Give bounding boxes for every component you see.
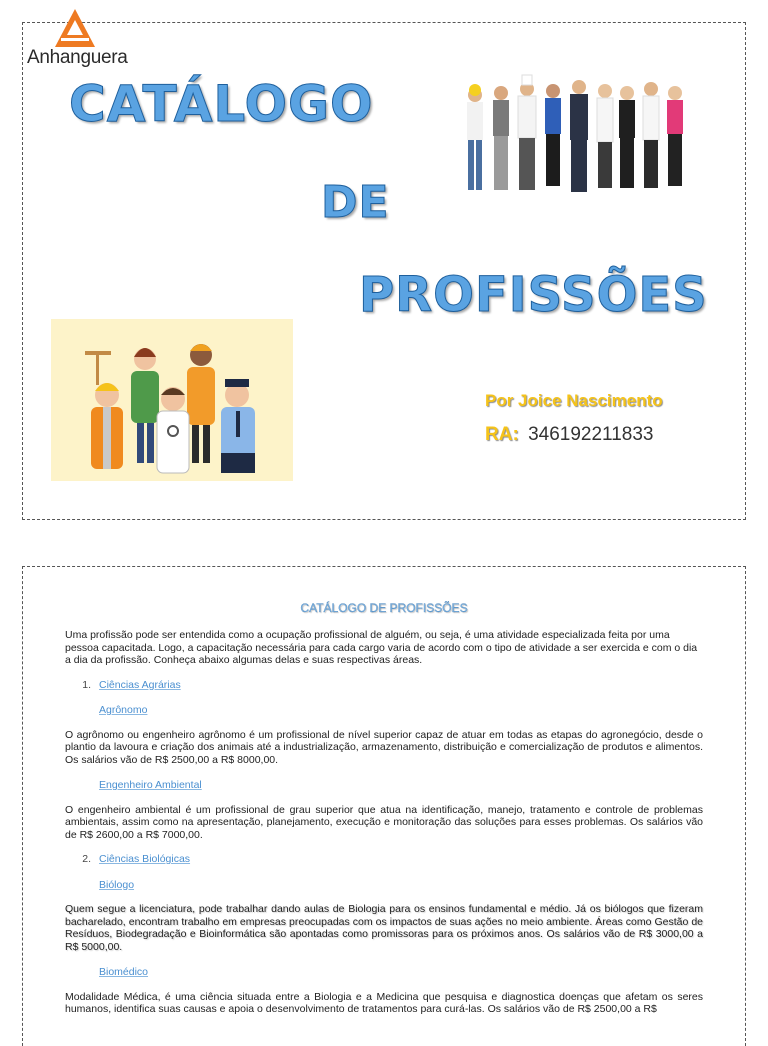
anhanguera-logo bbox=[27, 7, 137, 69]
profession-description: O engenheiro ambiental é um profissional de grau superior que atua na identificação, manejo, tratamento e controle de problemas ambientais, assim como na apresentação, planejamento, execução e monitoração das soluções para esses problemas. Os salários vão de R$ 2600,00 a R$ 7000,00. bbox=[65, 803, 703, 841]
author-name: Por Joice Nascimento bbox=[485, 391, 663, 410]
cover-page bbox=[22, 22, 746, 520]
anhanguera-triangle-icon bbox=[53, 7, 97, 49]
section-heading bbox=[65, 853, 703, 866]
workers-illustration bbox=[51, 319, 293, 481]
section-number: 1. bbox=[82, 678, 91, 691]
profession-description: O agrônomo ou engenheiro agrônomo é um profissional de nível superior capaz de atuar em todas as etapas do agronegócio, desde o plantio da lavoura e criação dos animais até a industrialização, armazenamento, distribuição e comercialização de produtos e alimentos. Os salários vão de R$ 2500,00 a R$ 8000,00. bbox=[65, 728, 703, 766]
intro-paragraph: Uma profissão pode ser entendida como a ocupação profissional de alguém, ou seja, é uma atividade especializada feita por uma pessoa capacitada. Logo, a capacitação necessária para cada cargo varia de acordo com o tipo de atividade a ser exercida e com o dia a dia da profissão. Conheça abaixo algumas delas e suas respectivas áreas. bbox=[65, 629, 698, 666]
cover-title-line2: DE bbox=[321, 177, 390, 228]
profession-heading[interactable]: Engenheiro Ambiental bbox=[99, 779, 202, 791]
section-heading bbox=[65, 679, 703, 692]
document-body bbox=[65, 629, 703, 1016]
ra-label: RA: bbox=[485, 424, 519, 445]
student-ra bbox=[485, 424, 653, 446]
profession-heading[interactable]: Biólogo bbox=[99, 878, 135, 891]
profession-description: Modalidade Médica, é uma ciência situada entre a Biologia e a Medicina que pesquisa e diagnostica doenças que afetam os seres humanos, identifica suas causas e apoia o desenvolvimento de tratamentos para curá-las. Os salários vão de R$ 2500,00 a R$ bbox=[65, 990, 703, 1015]
profession-description: Quem segue a licenciatura, pode trabalhar dando aulas de Biologia para os ensinos fundamental e médio. Já os biólogos que fizeram bacharelado, encontram trabalho em empresas preocupadas com os impactos de suas ações no meio ambiente. Áreas como Gestão de Resíduos, Biodegradação e Bioinformática são apontadas como promissoras para os próximos anos. Os salários vão de R$ 3000,00 a R$ 5000,00. bbox=[65, 903, 703, 953]
document-page bbox=[22, 566, 746, 1046]
section-number: 2. bbox=[82, 853, 91, 865]
ra-value: 346192211833 bbox=[528, 424, 654, 445]
cover-title-line1: CATÁLOGO bbox=[69, 75, 374, 133]
logo-text: Anhanguera bbox=[27, 47, 128, 68]
document-title: CATÁLOGO DE PROFISSÕES bbox=[300, 601, 468, 615]
profession-heading[interactable]: Biomédico bbox=[99, 966, 149, 978]
cover-title-line3: PROFISSÕES bbox=[359, 267, 708, 323]
profession-heading[interactable]: Agrônomo bbox=[99, 704, 148, 716]
section-title[interactable]: Ciências Agrárias bbox=[99, 678, 181, 691]
section-title[interactable]: Ciências Biológicas bbox=[99, 853, 191, 865]
professionals-group-photo bbox=[451, 73, 695, 203]
